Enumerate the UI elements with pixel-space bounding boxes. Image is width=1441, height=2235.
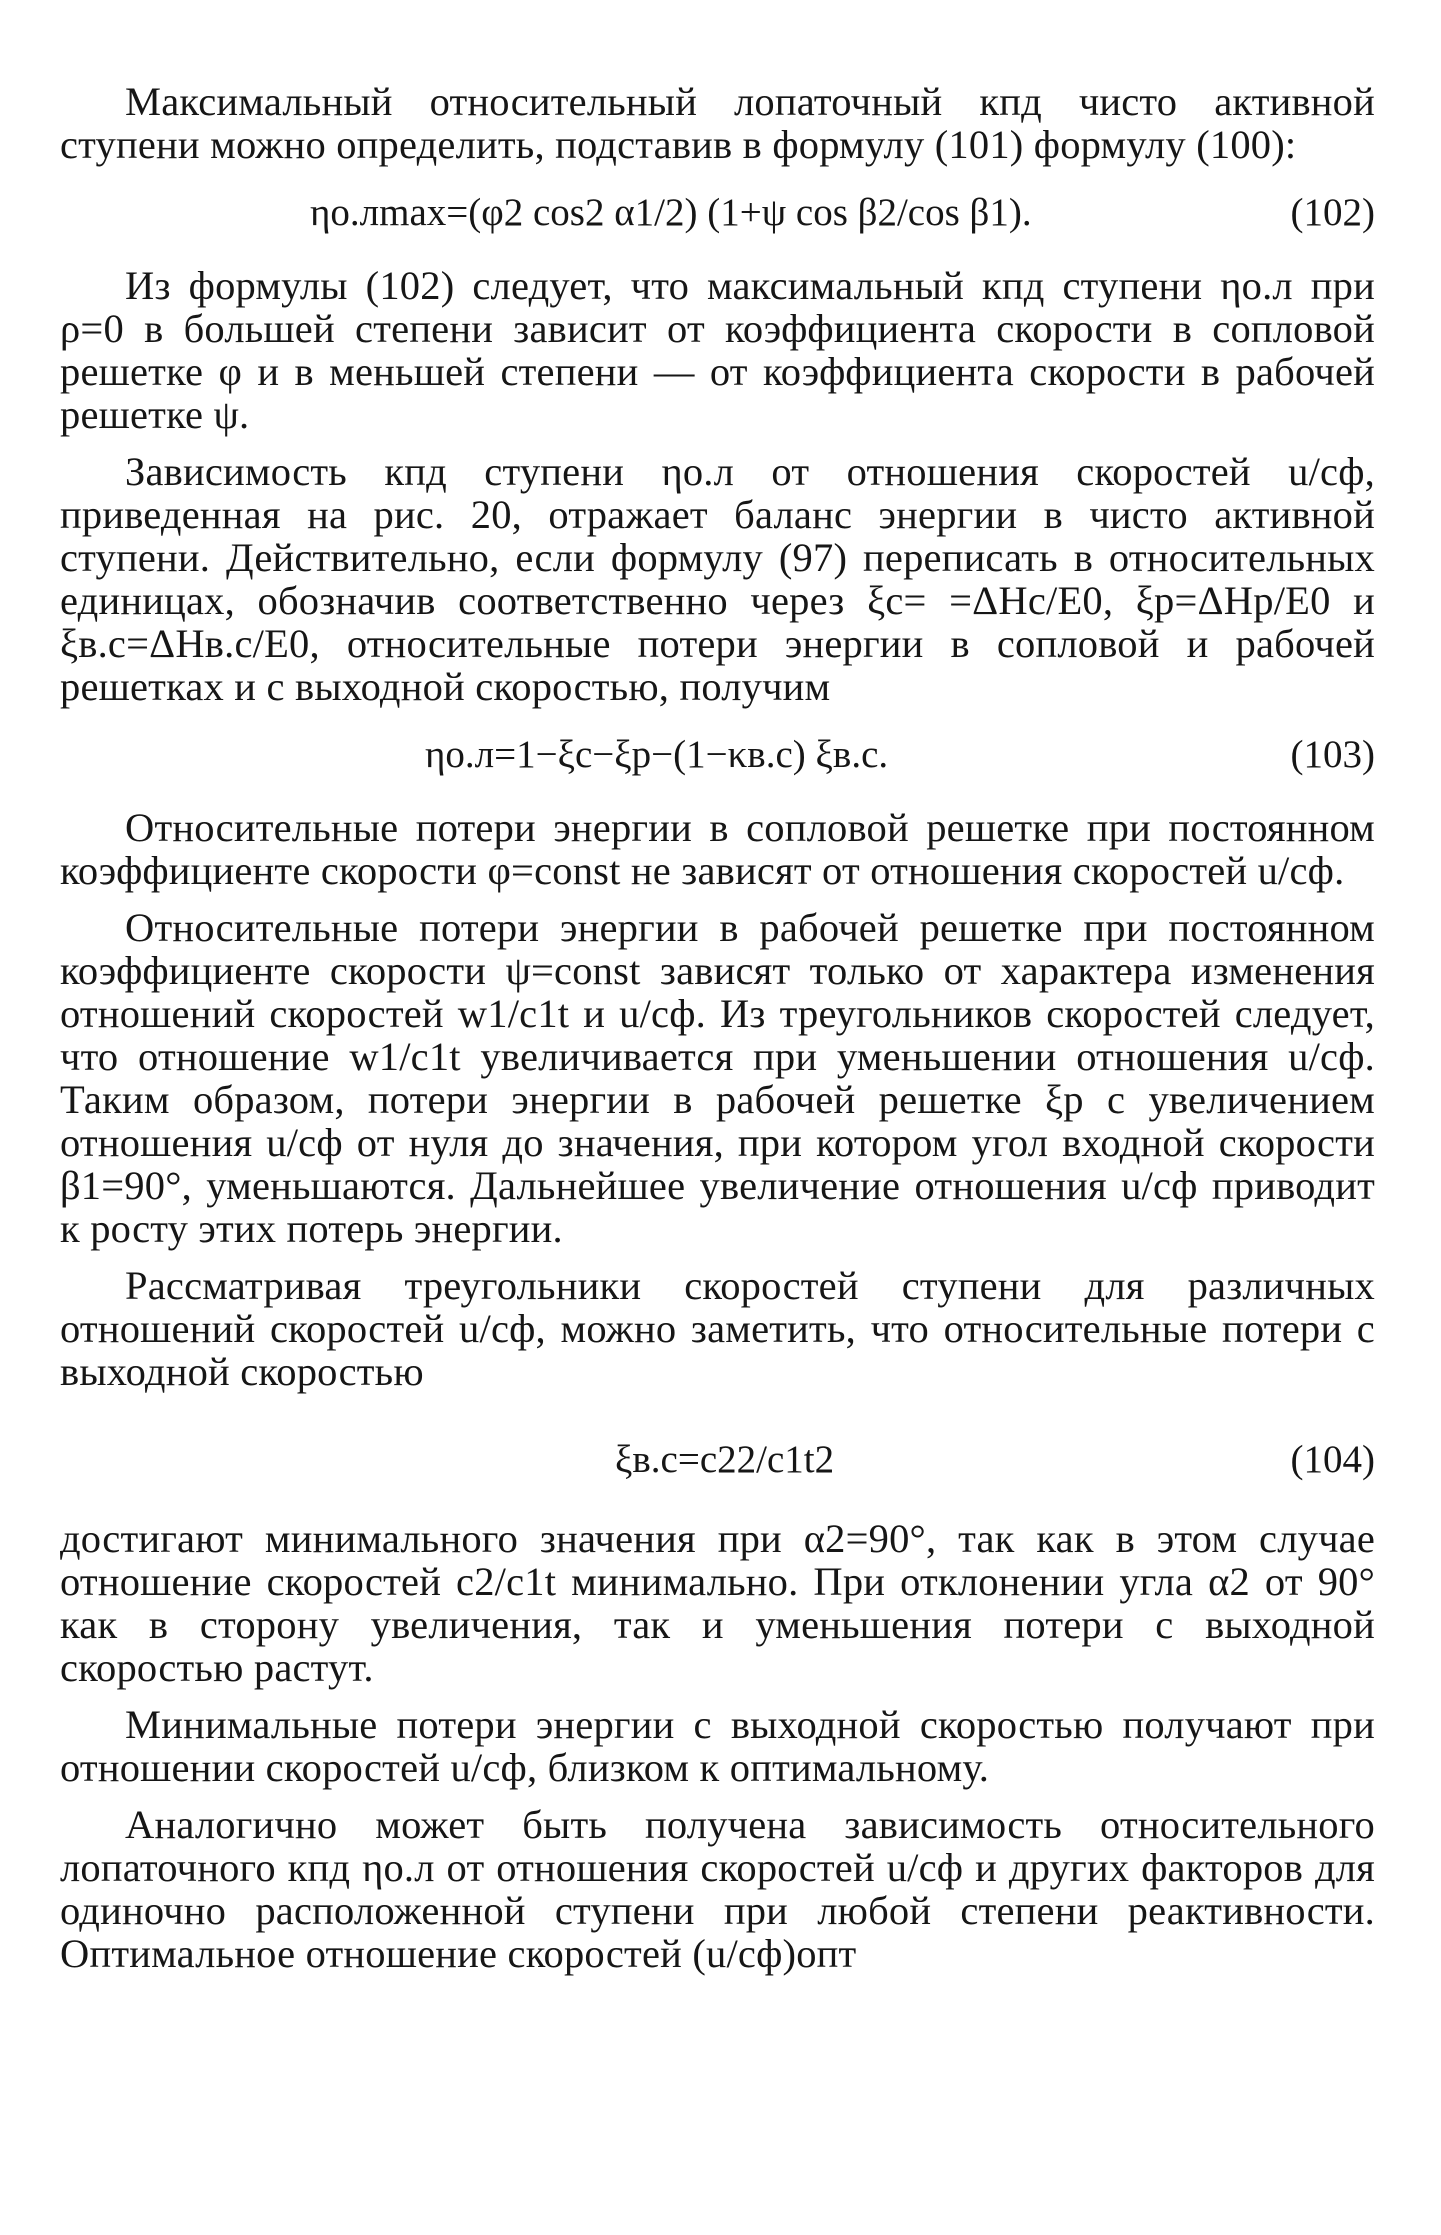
paragraph-9: Аналогично может быть получена зависимость относительного лопаточного кпд ηо.л от отношения скоростей u/cф и других факторов для одиночно расположенной ступени при любой степени реактивности. Оптимальное отношение скоростей (u/cф)опт <box>60 1802 1375 1976</box>
paragraph-1: Максимальный относительный лопаточный кпд чисто активной ступени можно определить, подставив в формулу (101) формулу (100): <box>60 79 1375 167</box>
formula-104-expression: ξв.с=c22/c1t2 <box>615 1438 835 1481</box>
paragraph-4: Относительные потери энергии в сопловой решетке при постоянном коэффициенте скорости φ=const не зависят от отношения скоростей u/cф. <box>60 805 1375 893</box>
formula-103-expression: ηо.л=1−ξс−ξр−(1−κв.с) ξв.с. <box>425 733 889 776</box>
paragraph-7: достигают минимального значения при α2=90°, так как в этом случае отношение скоростей c2/c1t минимально. При отклонении угла α2 от 90° как в сторону увеличения, так и уменьшения потери с выходной скоростью растут. <box>60 1516 1375 1690</box>
formula-104 <box>60 1417 1375 1499</box>
formula-103-number: (103) <box>1290 733 1375 776</box>
paragraph-8: Минимальные потери энергии с выходной скоростью получают при отношении скоростей u/cф, близком к оптимальному. <box>60 1702 1375 1790</box>
formula-102 <box>60 180 1375 246</box>
paragraph-6: Рассматривая треугольники скоростей ступени для различных отношений скоростей u/cф, можно заметить, что относительные потери с выходной скоростью <box>60 1263 1375 1394</box>
formula-102-expression: ηо.лmax=(φ2 cos2 α1/2) (1+ψ cos β2/cos β1). <box>310 191 1032 234</box>
formula-104-number: (104) <box>1290 1438 1375 1481</box>
paragraph-2: Из формулы (102) следует, что максимальный кпд ступени ηо.л при ρ=0 в большей степени зависит от коэффициента скорости в сопловой решетке φ и в меньшей степени — от коэффициента скорости в рабочей решетке ψ. <box>60 263 1375 437</box>
document-page <box>60 80 1375 1989</box>
formula-102-number: (102) <box>1290 191 1375 234</box>
paragraph-5: Относительные потери энергии в рабочей решетке при постоянном коэффициенте скорости ψ=const зависят только от характера изменения отношений скоростей w1/c1t и u/cф. Из треугольников скоростей следует, что отношение w1/c1t увеличивается при уменьшении отношения u/cф. Таким образом, потери энергии в рабочей решетке ξр с увеличением отношения u/cф от нуля до значения, при котором угол входной скорости β1=90°, уменьшаются. Дальнейшее увеличение отношения u/cф приводит к росту этих потерь энергии. <box>60 905 1375 1251</box>
paragraph-3: Зависимость кпд ступени ηо.л от отношения скоростей u/cф, приведенная на рис. 20, отражает баланс энергии в чисто активной ступени. Действительно, если формулу (97) переписать в относительных единицах, обозначив соответственно через ξс= =ΔHс/E0, ξр=ΔHр/E0 и ξв.с=ΔHв.с/E0, относительные потери энергии в сопловой и рабочей решетках и с выходной скоростью, получим <box>60 449 1375 709</box>
formula-103 <box>60 722 1375 788</box>
